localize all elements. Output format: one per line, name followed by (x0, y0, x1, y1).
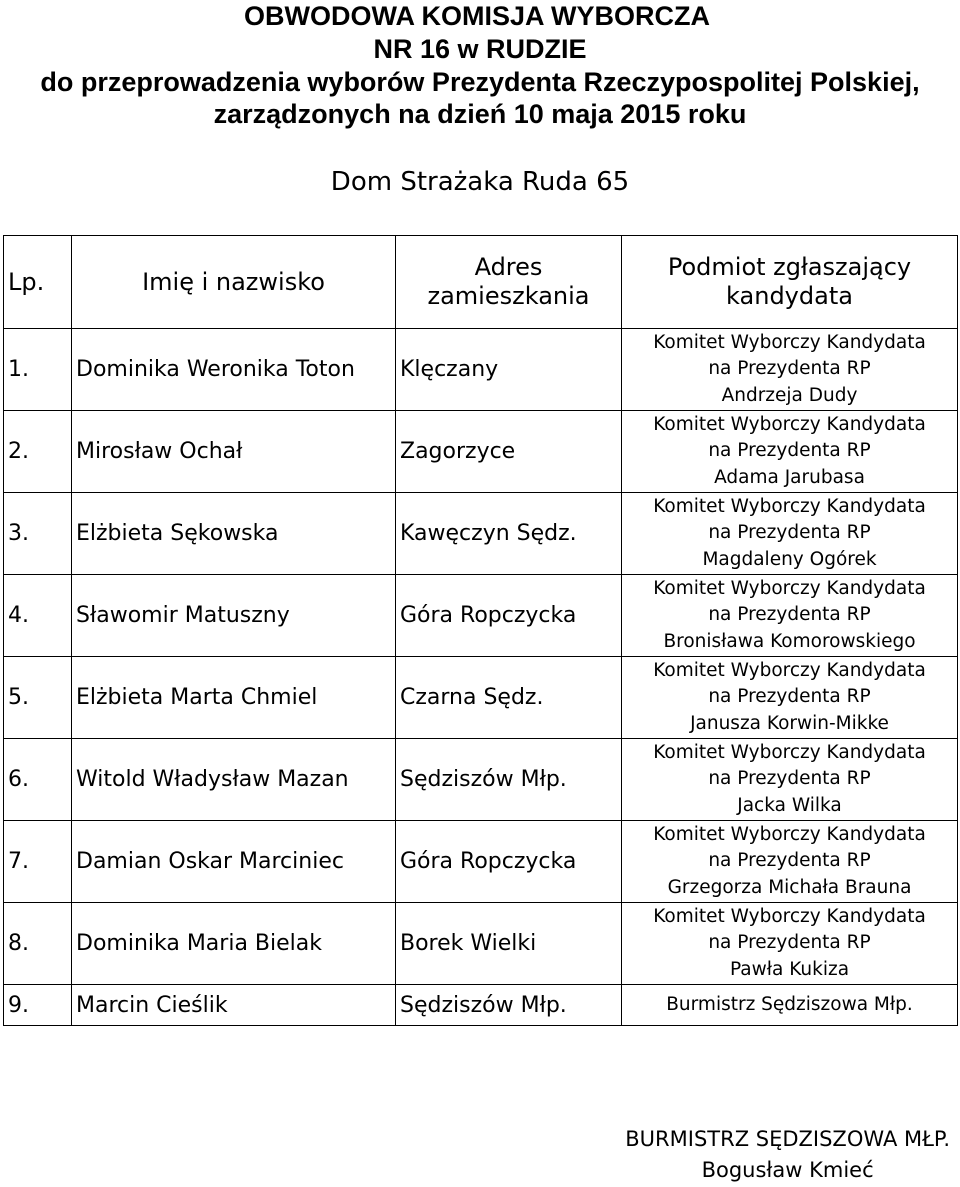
row-subject (622, 739, 958, 821)
subject-line: Komitet Wyborczy Kandydata (653, 905, 926, 927)
table-row (4, 575, 958, 657)
row-lp: 9. (4, 985, 72, 1026)
header-purpose: do przeprowadzenia wyborów Prezydenta Rzeczypospolitej Polskiej, (40, 67, 920, 97)
row-subject (622, 985, 958, 1026)
subject-line: Komitet Wyborczy Kandydata (653, 741, 926, 763)
row-lp: 4. (4, 575, 72, 657)
location-address: Dom Strażaka Ruda 65 (330, 167, 630, 197)
subject-line: Andrzeja Dudy (721, 384, 858, 406)
row-name: Marcin Cieślik (72, 985, 396, 1026)
row-subject (622, 329, 958, 411)
subject-line: na Prezydenta RP (708, 768, 871, 790)
row-subject (622, 411, 958, 493)
subject-line: na Prezydenta RP (708, 604, 871, 626)
header-date: zarządzonych na dzień 10 maja 2015 roku (213, 99, 747, 129)
subject-line: Komitet Wyborczy Kandydata (653, 495, 926, 517)
table-row (4, 657, 958, 739)
subject-line: Jacka Wilka (737, 794, 842, 816)
column-header-lp: Lp. (4, 236, 72, 329)
table-row (4, 903, 958, 985)
row-subject (622, 657, 958, 739)
row-name: Witold Władysław Mazan (72, 739, 396, 821)
table-row (4, 739, 958, 821)
row-name: Elżbieta Marta Chmiel (72, 657, 396, 739)
row-name: Dominika Maria Bielak (72, 903, 396, 985)
row-name: Elżbieta Sękowska (72, 493, 396, 575)
signature-block (625, 1124, 950, 1186)
table-row (4, 985, 958, 1026)
row-lp: 5. (4, 657, 72, 739)
row-lp: 7. (4, 821, 72, 903)
row-address: Zagorzyce (396, 411, 622, 493)
row-address: Klęczany (396, 329, 622, 411)
signature-title: BURMISTRZ SĘDZISZOWA MŁP. (625, 1127, 950, 1151)
table-row (4, 493, 958, 575)
subject-line: Janusza Korwin-Mikke (690, 712, 889, 734)
table-header-row (4, 236, 958, 329)
table-row (4, 821, 958, 903)
row-name: Sławomir Matuszny (72, 575, 396, 657)
subject-line: Komitet Wyborczy Kandydata (653, 577, 926, 599)
row-address: Góra Ropczycka (396, 821, 622, 903)
row-lp: 6. (4, 739, 72, 821)
row-address: Sędziszów Młp. (396, 985, 622, 1026)
row-address: Sędziszów Młp. (396, 739, 622, 821)
row-lp: 2. (4, 411, 72, 493)
subject-line: na Prezydenta RP (708, 440, 871, 462)
row-name: Dominika Weronika Toton (72, 329, 396, 411)
row-subject (622, 575, 958, 657)
subject-line: na Prezydenta RP (708, 686, 871, 708)
row-name: Damian Oskar Marciniec (72, 821, 396, 903)
subject-line: Komitet Wyborczy Kandydata (653, 659, 926, 681)
subject-line: na Prezydenta RP (708, 522, 871, 544)
row-lp: 1. (4, 329, 72, 411)
column-header-name: Imię i nazwisko (72, 236, 396, 329)
commission-members-table (3, 235, 958, 1026)
table-row (4, 329, 958, 411)
subject-line: na Prezydenta RP (708, 850, 871, 872)
subject-line: Komitet Wyborczy Kandydata (653, 413, 926, 435)
subject-line: Pawła Kukiza (729, 958, 850, 980)
subject-line: Komitet Wyborczy Kandydata (653, 331, 926, 353)
row-address: Czarna Sędz. (396, 657, 622, 739)
row-address: Góra Ropczycka (396, 575, 622, 657)
row-lp: 3. (4, 493, 72, 575)
header-committee-number: NR 16 w RUDZIE (373, 34, 587, 64)
subject-line: na Prezydenta RP (708, 358, 871, 380)
row-lp: 8. (4, 903, 72, 985)
row-address: Kawęczyn Sędz. (396, 493, 622, 575)
table-row (4, 411, 958, 493)
subject-line: Komitet Wyborczy Kandydata (653, 823, 926, 845)
row-subject (622, 821, 958, 903)
column-header-subject: Podmiot zgłaszający kandydata (622, 236, 958, 329)
column-header-address: Adres zamieszkania (396, 236, 622, 329)
row-subject (622, 903, 958, 985)
row-subject (622, 493, 958, 575)
subject-line: Adama Jarubasa (714, 466, 865, 488)
row-address: Borek Wielki (396, 903, 622, 985)
subject-line: Magdaleny Ogórek (702, 548, 877, 570)
subject-line: Burmistrz Sędziszowa Młp. (666, 993, 913, 1015)
subject-line: Bronisława Komorowskiego (663, 630, 916, 652)
header-title: OBWODOWA KOMISJA WYBORCZA (244, 1, 710, 31)
subject-line: na Prezydenta RP (708, 932, 871, 954)
subject-line: Grzegorza Michała Brauna (667, 876, 912, 898)
row-name: Mirosław Ochał (72, 411, 396, 493)
signature-name: Bogusław Kmieć (701, 1158, 874, 1182)
